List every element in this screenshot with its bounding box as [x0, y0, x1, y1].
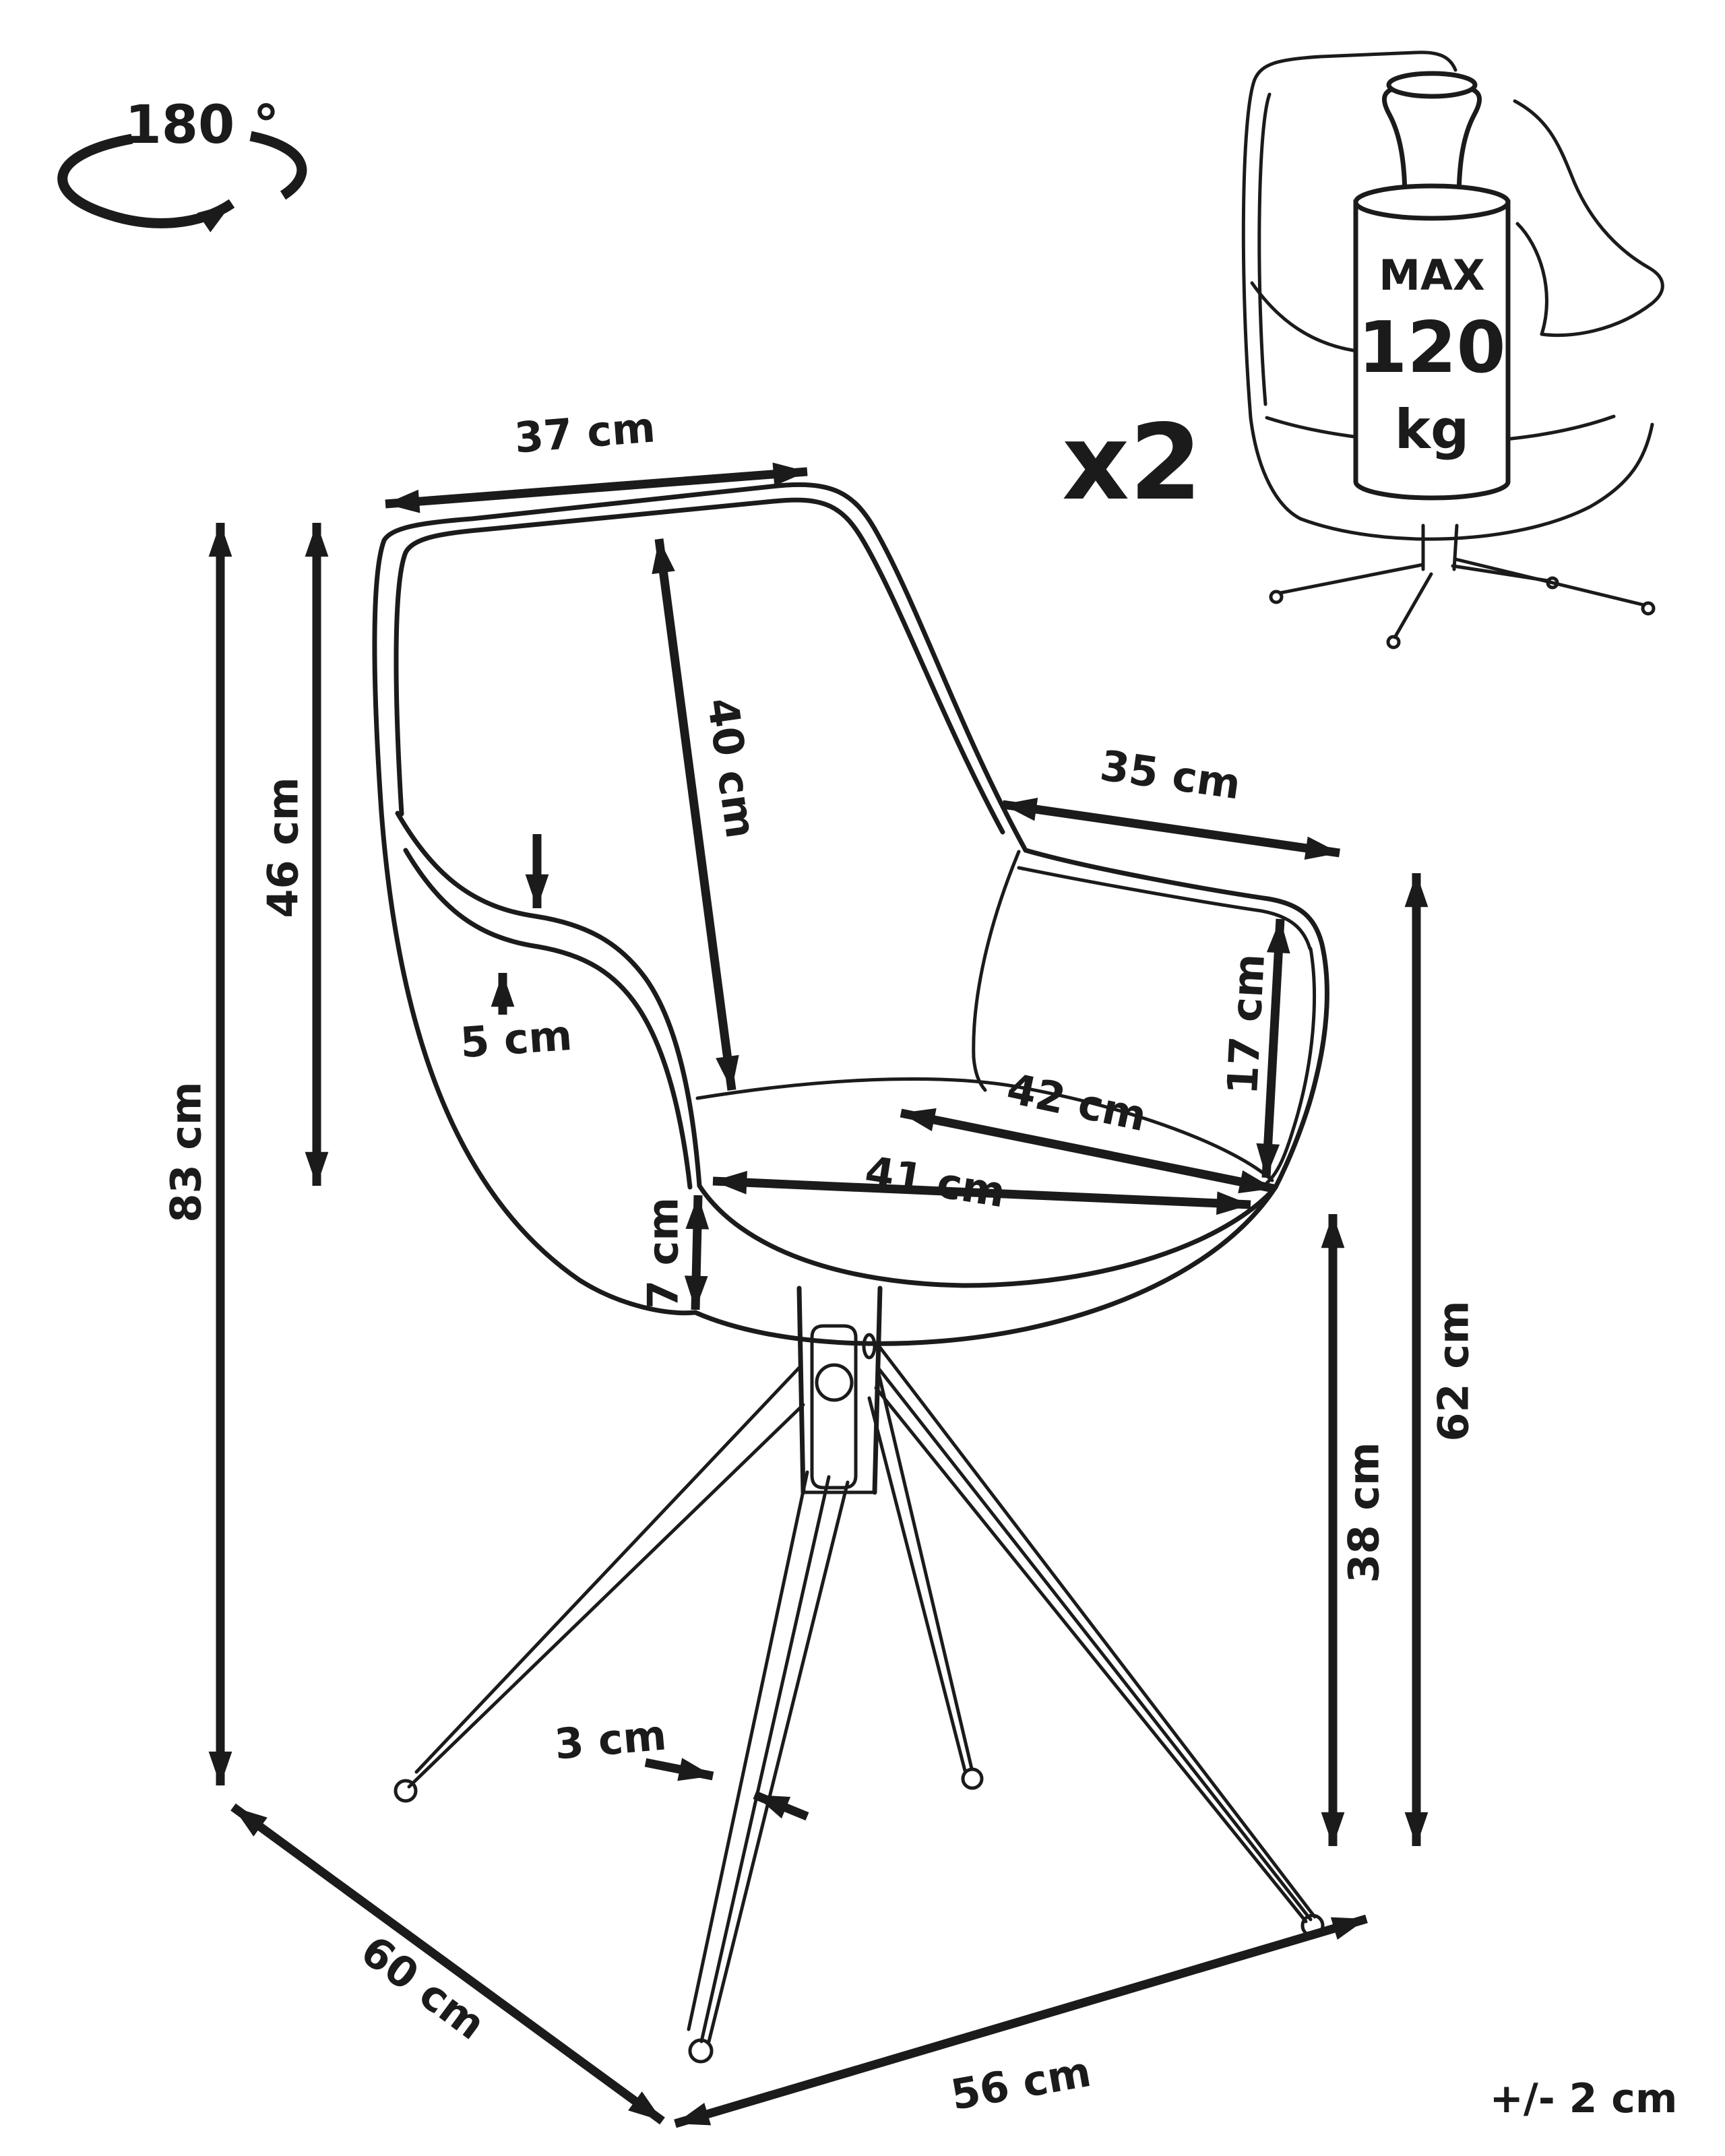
- dimension-label: 3 cm: [553, 1710, 668, 1769]
- swivel-side-slot: [864, 1335, 875, 1358]
- leg-right-a: [880, 1348, 1315, 1917]
- leg-back-left-foot: [396, 1781, 416, 1801]
- left-armrest-upper-curve: [398, 813, 699, 1186]
- leg-front-c: [709, 1482, 848, 2041]
- dimension-arrow: [1003, 804, 1340, 853]
- dimension-label: 83 cm: [161, 1081, 211, 1223]
- dimension-pointer-arrow: [755, 1795, 807, 1816]
- swivel-plate: [812, 1326, 856, 1488]
- dimension-label: 60 cm: [352, 1926, 495, 2050]
- dimension-seat-height: [1416, 873, 1478, 1846]
- backrest-outer-shell: [375, 484, 1026, 850]
- max-load-line3: kg: [1394, 398, 1470, 461]
- dimension-label: 5 cm: [458, 1010, 574, 1068]
- dimension-label: 17 cm: [1218, 952, 1274, 1096]
- mini-right-armrest-inner: [1517, 224, 1546, 334]
- dimension-leg-thickness: [553, 1710, 807, 1816]
- dimension-leg-clearance-height: [1333, 1214, 1389, 1846]
- mini-leg-left: [1280, 565, 1423, 593]
- mini-leg-front-foot: [1388, 637, 1399, 647]
- leg-front-a: [689, 1472, 807, 2029]
- backrest-inner-line: [396, 500, 1003, 832]
- weight-lip: [1389, 73, 1475, 96]
- dimension-seat-edge-thickness: [639, 1195, 699, 1310]
- chair-legs: [396, 1348, 1323, 2062]
- max-load-line2: 120: [1358, 307, 1506, 389]
- mini-left-shell: [1251, 418, 1300, 519]
- leg-back-left-a: [416, 1368, 799, 1772]
- max-load-line1: MAX: [1379, 251, 1485, 300]
- leg-front-b: [701, 1477, 829, 2041]
- mini-leg-left-foot: [1271, 592, 1282, 602]
- dimension-label: 37 cm: [512, 402, 658, 463]
- dimension-label: 41 cm: [861, 1146, 1009, 1217]
- leg-back-foot: [963, 1769, 982, 1788]
- right-armrest-top: [1026, 850, 1327, 1187]
- dimension-label: 56 cm: [947, 2046, 1095, 2120]
- dimension-pointer-arrow: [646, 1763, 713, 1776]
- max-load-weight: [1356, 73, 1508, 498]
- mini-right-armrest: [1515, 101, 1662, 336]
- weight-cylinder-top: [1356, 186, 1508, 218]
- dimension-armrest-length: [1003, 740, 1340, 853]
- rotation-degrees-label: 180 °: [125, 95, 280, 156]
- swivel-plate-hole: [817, 1365, 852, 1400]
- mini-column-b: [1454, 526, 1457, 569]
- dimension-arrow: [695, 1195, 698, 1310]
- leg-front-foot: [690, 2040, 712, 2062]
- dimension-backrest-diagonal-height: [659, 539, 766, 1090]
- dimension-label: 40 cm: [697, 695, 766, 842]
- mini-leg-right-foot: [1643, 603, 1654, 614]
- dimension-arrow: [233, 1807, 662, 2121]
- tolerance-label: +/- 2 cm: [1489, 2075, 1678, 2122]
- dimension-label: 42 cm: [1003, 1063, 1151, 1141]
- dimension-seat-width: [713, 1147, 1251, 1217]
- quantity-label: x2: [1062, 402, 1202, 524]
- dimension-total-height: [162, 523, 221, 1785]
- dimension-label: 38 cm: [1339, 1442, 1389, 1583]
- max-load-chair-illustration: [1243, 53, 1662, 647]
- backrest-seat-separation-right: [974, 852, 1019, 1090]
- dimension-backrest-side-height: [1218, 919, 1280, 1178]
- dimension-label: 7 cm: [638, 1197, 688, 1310]
- mini-backrest-inner: [1259, 94, 1269, 404]
- mini-leg-right: [1455, 559, 1644, 605]
- swivel-column: [799, 1288, 880, 1492]
- dimension-backrest-height: [259, 523, 317, 1186]
- dimension-base-width: [675, 1919, 1367, 2124]
- dimension-label: 35 cm: [1097, 740, 1244, 809]
- dimension-base-depth: [233, 1807, 662, 2121]
- dimension-label: 46 cm: [258, 777, 308, 918]
- main-chair-drawing: [375, 484, 1327, 2062]
- leg-back-b: [869, 1398, 965, 1771]
- mini-leg-front: [1395, 574, 1431, 637]
- rotation-180-icon: [63, 95, 302, 223]
- dimension-label: 62 cm: [1429, 1300, 1478, 1442]
- leg-right-b: [876, 1388, 1306, 1922]
- column-left-edge: [799, 1288, 803, 1492]
